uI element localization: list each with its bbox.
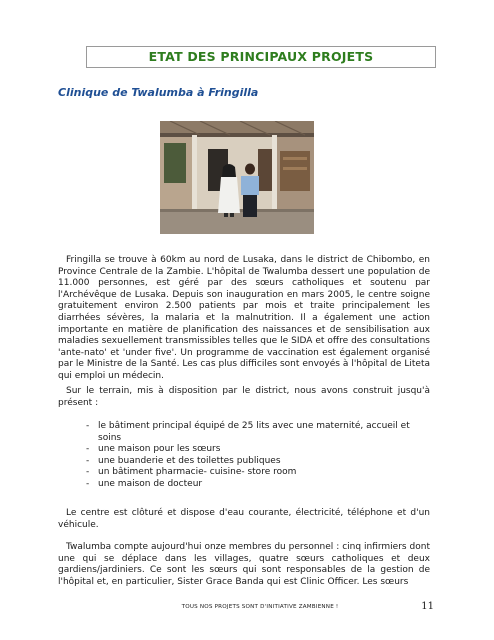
bullet-marker: - bbox=[86, 455, 90, 466]
project-subtitle: Clinique de Twalumba à Fringilla bbox=[58, 86, 259, 99]
clinic-photo bbox=[160, 121, 314, 234]
list-item-text: un bâtiment pharmacie- cuisine- store room bbox=[98, 467, 297, 478]
bullet-marker: - bbox=[86, 478, 90, 489]
paragraph-staff: Twalumba compte aujourd'hui onze membres du personnel : cinq infirmiers dont une qui se déplace dans les villages, quatre sœurs catholiques et deux gardiens/jardiniers. Ce sont les sœurs qui sont responsables de la gestion de l'hôpital et, en particulier, Sister Grace Banda qui est Clinic Officer. Les sœurs bbox=[58, 542, 430, 587]
list-item-text: le bâtiment principal équipé de 25 lits avec une maternité, accueil et soins bbox=[98, 421, 410, 443]
bullet-marker: - bbox=[86, 421, 90, 431]
paragraph-facilities: Le centre est clôturé et dispose d'eau courante, électricité, téléphone et d'un véhicule. bbox=[58, 508, 430, 530]
list-item-text: une maison pour les sœurs bbox=[98, 444, 221, 455]
list-item bbox=[86, 456, 431, 468]
list-item-text: une buanderie et des toilettes publiques bbox=[98, 455, 281, 466]
list-item bbox=[86, 444, 431, 456]
section-heading: ETAT DES PRINCIPAUX PROJETS bbox=[86, 46, 436, 68]
paragraph-construction-intro: Sur le terrain, mis à disposition par le district, nous avons construit jusqu'à présent : bbox=[58, 386, 430, 408]
page-number: 11 bbox=[421, 601, 434, 612]
construction-list bbox=[86, 421, 431, 491]
list-item bbox=[86, 479, 431, 491]
page-footer: TOUS NOS PROJETS SONT D'INITIATIVE ZAMBIENNE ! bbox=[181, 604, 339, 610]
bullet-marker: - bbox=[86, 444, 90, 455]
list-item-text: une maison de docteur bbox=[98, 478, 203, 489]
bullet-marker: - bbox=[86, 467, 90, 478]
list-item bbox=[86, 467, 431, 479]
list-item bbox=[86, 421, 431, 444]
paragraph-location: Fringilla se trouve à 60km au nord de Lusaka, dans le district de Chibombo, en Province Centrale de la Zambie. L'hôpital de Twalumba dessert une population de 11.000 personnes, est géré par des sœurs catholiques et soutenu par l'Archévêque de Lusaka. Depuis son inauguration en mars 2005, le centre soigne gratuitement environ 2.500 patients par mois et traite principalement les diarrhées sévères, la malaria et la malnutrition. Il a également une action importante en matière de planification des naissances et de sensibilisation aux maladies sexuellement transmissibles telles que le SIDA et offre des consultations 'ante-nato' et 'under five'. Un programme de vaccination est également organisé par le Ministre de la Santé. Les cas plus difficiles sont envoyés à l'hôpital de Liteta qui emploi un médecin. bbox=[58, 255, 430, 381]
